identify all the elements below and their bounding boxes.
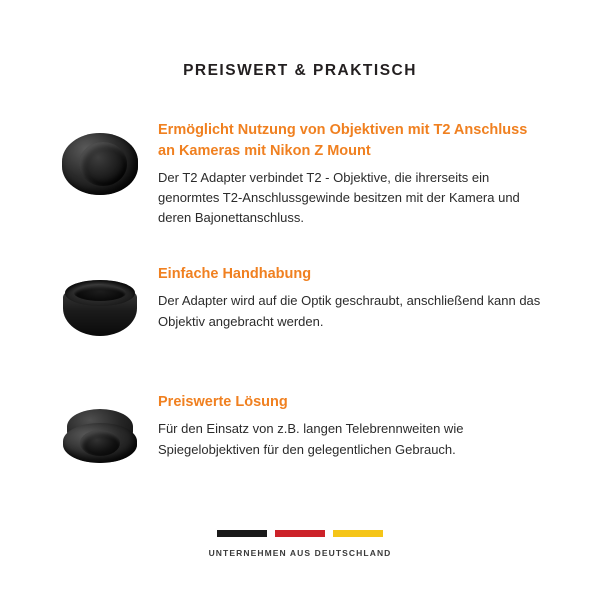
feature-text xyxy=(158,260,546,331)
lens-adapter-cup-icon xyxy=(52,260,148,356)
feature-heading: Einfache Handhabung xyxy=(158,266,312,283)
feature-body: Für den Einsatz von z.B. langen Telebrennweiten wie Spiegelobjektiven für den gelegentlichen Gebrauch. xyxy=(158,421,464,457)
feature-text xyxy=(158,116,546,228)
flag-stripe-black xyxy=(217,530,267,537)
flag-stripe-red xyxy=(275,530,325,537)
feature-heading: Preiswerte Lösung xyxy=(158,394,288,411)
lens-adapter-ring-icon xyxy=(52,116,148,212)
german-flag-icon xyxy=(217,530,383,537)
feature-item xyxy=(52,260,546,356)
page-title: PREISWERT & PRAKTISCH xyxy=(183,62,417,79)
footer-text: UNTERNEHMEN AUS DEUTSCHLAND xyxy=(208,548,392,558)
flag-stripe-gold xyxy=(333,530,383,537)
feature-heading: Ermöglicht Nutzung von Objektiven mit T2 Anschluss an Kameras mit Nikon Z Mount xyxy=(158,122,528,160)
footer xyxy=(0,524,600,558)
feature-list xyxy=(0,116,600,484)
feature-text xyxy=(158,388,546,459)
feature-item xyxy=(52,388,546,484)
feature-body: Der Adapter wird auf die Optik geschraubt, anschließend kann das Objektiv angebracht werden. xyxy=(158,293,541,329)
lens-adapter-tube-icon xyxy=(52,388,148,484)
feature-item xyxy=(52,116,546,228)
feature-body: Der T2 Adapter verbindet T2 - Objektive, die ihrerseits ein genormtes T2-Anschlussgewinde besitzen mit der Kamera und deren Bajonettanschluss. xyxy=(158,170,520,226)
